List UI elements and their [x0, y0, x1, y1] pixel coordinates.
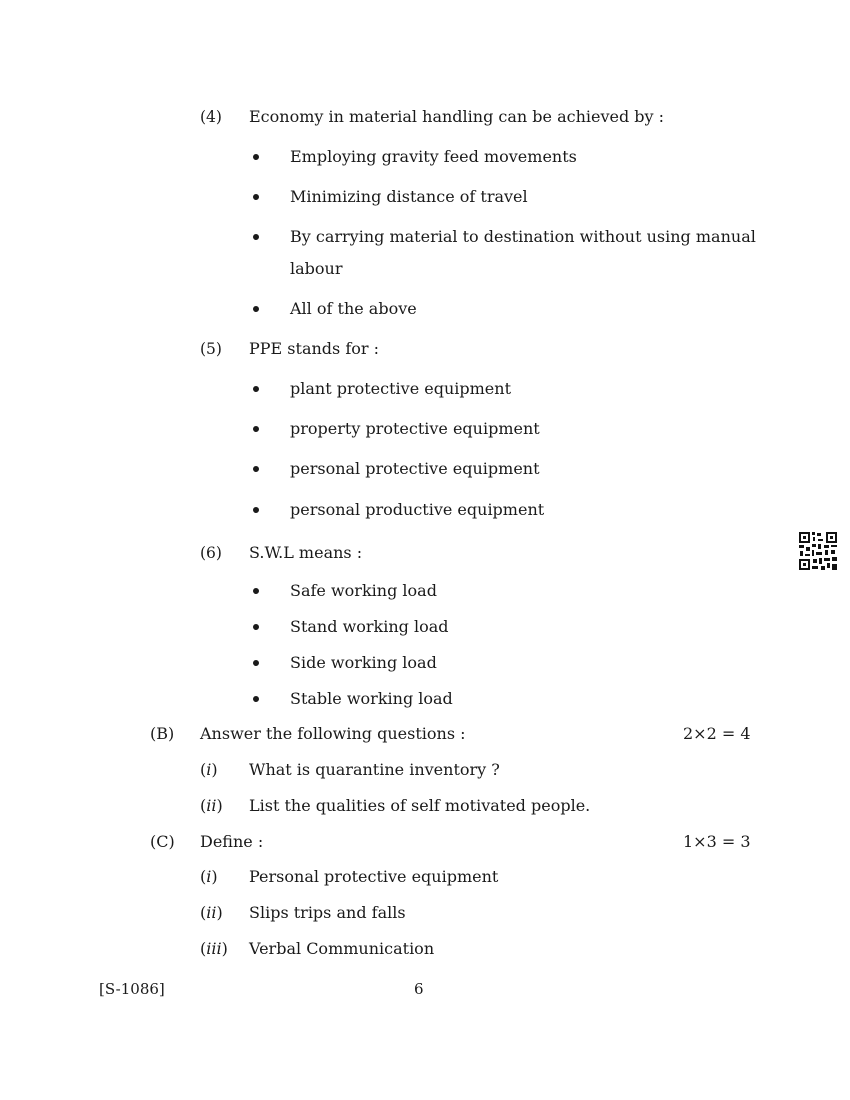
section-b-marks: 2×2 = 4 — [683, 724, 751, 743]
bullet-icon — [253, 624, 259, 630]
section-b-item-2-number: (ii) — [200, 796, 223, 815]
qr-code-icon — [798, 531, 838, 571]
section-c-item-3-number: (iii) — [200, 939, 228, 958]
q6-option-2: Stand working load — [290, 617, 449, 636]
section-c-item-1-text: Personal protective equipment — [249, 867, 499, 886]
q5-option-1: plant protective equipment — [290, 379, 511, 398]
bullet-icon — [253, 154, 259, 160]
q6-option-1: Safe working load — [290, 581, 437, 600]
bullet-icon — [253, 194, 259, 200]
q4-option-4: All of the above — [290, 299, 417, 318]
q6-option-4: Stable working load — [290, 689, 453, 708]
page-number: 6 — [414, 980, 424, 998]
bullet-icon — [253, 696, 259, 702]
q5-option-3: personal protective equipment — [290, 459, 540, 478]
question-4-number: (4) — [200, 108, 222, 126]
section-c-item-1-number: (i) — [200, 867, 218, 886]
question-5-text: PPE stands for : — [249, 339, 379, 358]
bullet-icon — [253, 660, 259, 666]
bullet-icon — [253, 466, 259, 472]
q5-option-2: property protective equipment — [290, 419, 540, 438]
q5-option-4: personal productive equipment — [290, 500, 545, 519]
q4-option-3-continued: labour — [290, 259, 343, 278]
question-6-text: S.W.L means : — [249, 543, 363, 562]
bullet-icon — [253, 234, 259, 240]
q6-option-3: Side working load — [290, 653, 437, 672]
question-4-text: Economy in material handling can be achieved by : — [249, 107, 665, 126]
q4-option-3: By carrying material to destination without using manual — [290, 227, 756, 246]
section-c-label: (C) — [150, 832, 175, 851]
section-c-item-2-number: (ii) — [200, 903, 223, 922]
section-b-text: Answer the following questions : — [200, 724, 466, 743]
section-b-label: (B) — [150, 724, 175, 743]
section-c-item-3-text: Verbal Communication — [249, 939, 435, 958]
section-c-item-2-text: Slips trips and falls — [249, 903, 406, 922]
section-c-text: Define : — [200, 832, 264, 851]
paper-code: [S-1086] — [99, 980, 165, 998]
section-b-item-2-text: List the qualities of self motivated people. — [249, 796, 591, 815]
question-6-number: (6) — [200, 544, 222, 562]
bullet-icon — [253, 588, 259, 594]
bullet-icon — [253, 306, 259, 312]
question-5-number: (5) — [200, 340, 222, 358]
bullet-icon — [253, 426, 259, 432]
section-c-marks: 1×3 = 3 — [683, 832, 751, 851]
bullet-icon — [253, 507, 259, 513]
section-b-item-1-text: What is quarantine inventory ? — [249, 760, 500, 779]
q4-option-1: Employing gravity feed movements — [290, 147, 577, 166]
q4-option-2: Minimizing distance of travel — [290, 187, 528, 206]
bullet-icon — [253, 386, 259, 392]
section-b-item-1-number: (i) — [200, 760, 218, 779]
